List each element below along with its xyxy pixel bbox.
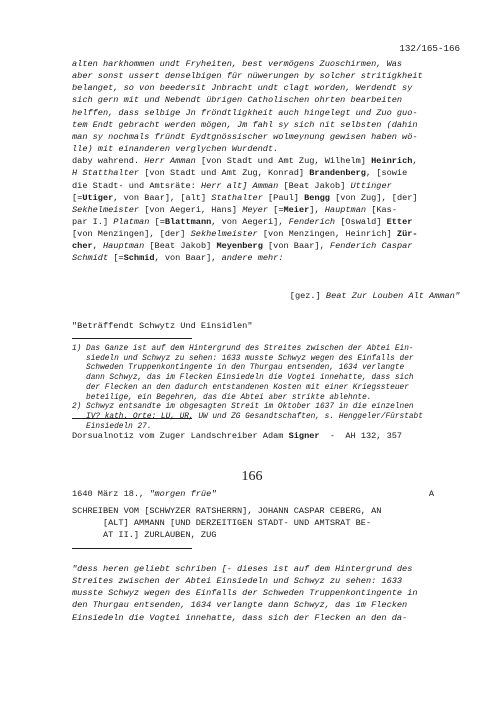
text-run: [Beat Jakob]: [283, 180, 351, 191]
page-number: 132/165-166: [399, 43, 460, 54]
text-line: [72, 59, 402, 70]
text-run: [=: [273, 204, 284, 215]
heading-line: AT II.] ZURLAUBEN, ZUG: [72, 530, 217, 541]
text-run: Heinrich: [371, 156, 413, 167]
text-run: Signer: [288, 431, 320, 441]
text-run: man sy nochmals fründt Eydtgnössischer wolmeynung gewisen haben wö-: [72, 131, 418, 142]
text-run: Streites zwischen der Abtei Einsiedeln und Schwyz zu sehen: 1633: [72, 576, 403, 587]
text-run: alten harkhommen undt Fryheiten, best vermögens Zuoschirmen, Was: [72, 59, 403, 69]
text-run: [von Menzingen, Heinrich]: [262, 229, 397, 240]
text-line: [72, 431, 402, 442]
text-run: [Oswald]: [340, 216, 387, 227]
text-run: Schmidt: [72, 253, 114, 264]
text-run: ,: [412, 156, 418, 167]
text-line: [72, 576, 402, 587]
text-run: Amman: [252, 180, 284, 191]
text-run: belanget, so von beedersit Jnbracht undt clagt worden, Werdendt sy: [72, 83, 413, 94]
text-line: [72, 564, 412, 575]
document-number: 166: [241, 469, 263, 484]
signature-text: [290, 291, 460, 302]
text-run: "dess heren geliebt schriben: [72, 564, 222, 574]
text-line: [72, 132, 418, 143]
text-run: Schmid: [123, 253, 155, 264]
text-line: [72, 156, 418, 167]
text-run: cher: [72, 241, 93, 252]
text-line: [72, 241, 412, 252]
footnote-line: dann Schwyz, das im Flecken Einsiedeln die Vogtei innehatte, dass sich: [72, 374, 414, 383]
text-line: [72, 181, 392, 192]
text-run: Sekhelmeister: [190, 229, 263, 240]
text-run: [von Stadt und Amt Zug, Konrad]: [144, 168, 310, 179]
text-run: Meyenberg: [216, 241, 263, 252]
text-run: den Thurgau entsenden, 1634 verlangte dann Schwyz, das im Flecken: [72, 600, 408, 611]
text-run: tem Endt gebracht werden mögen, Jm fahl sy sich nit selbsten (dahin: [72, 119, 418, 130]
text-run: Meyer: [242, 204, 274, 215]
text-run: H Statthalter: [72, 168, 145, 179]
text-line: [72, 95, 402, 106]
footnote-divider: [72, 338, 192, 339]
footnote-line: der Flecken an den dadurch entstandenen Kosten mit einer Kriegssteuer: [72, 383, 409, 392]
text-run: helffen, dass selbige Jn fröndtligkheit auch hingelegt und Zuo guo-: [72, 107, 418, 118]
text-run: lle) mit einanderen verglychen Wurdendt.: [72, 144, 279, 155]
text-line: [72, 108, 418, 119]
text-line: [72, 168, 407, 179]
footnote-line: 2) Schwyz entsandte im obgesagten Streit im Oktober 1637 in die einzelnen: [72, 403, 414, 412]
text-run: Herr Amman: [144, 156, 201, 167]
heading-divider: [72, 548, 192, 549]
text-run: [=: [113, 253, 124, 264]
text-line: [72, 83, 412, 94]
text-line: [72, 217, 412, 228]
text-run: [von Baar],: [262, 241, 330, 252]
text-line: [72, 613, 407, 624]
text-run: [gez.]: [289, 291, 326, 301]
text-run: Hauptman: [102, 241, 150, 252]
text-run: sich gern mit und Nebendt übrigen Catholischen ohrten bearbeiten: [72, 95, 403, 106]
text-run: Fenderich Caspar: [329, 241, 413, 252]
address-note: "Beträffendt Schwytz Und Einsidlen": [72, 321, 253, 331]
text-run: par I.]: [72, 216, 114, 227]
text-line: [72, 253, 283, 264]
text-line: [72, 120, 418, 131]
text-run: [von Zug], [der]: [329, 192, 418, 203]
text-run: [von Menzingen], [der]: [72, 229, 191, 240]
text-run: - AH 132, 357: [319, 431, 403, 441]
footnote-line: 1) Das Ganze ist auf dem Hintergrund des Streites zwischen der Abtei Ein-: [72, 345, 414, 353]
text-run: Meier: [283, 204, 310, 215]
footnote-line: beteilige, ein Begehren, das die Abtei aber strikte ablehnte.: [72, 393, 372, 402]
text-run: [Kas-: [371, 204, 397, 215]
text-run: [Paul]: [268, 192, 305, 203]
text-run: , von Baar],: [154, 253, 222, 264]
text-run: Utiger: [82, 192, 114, 203]
text-line: [72, 205, 397, 216]
text-run: [von Aegeri, Hans]: [144, 204, 243, 215]
text-run: daby wahrend.: [72, 156, 145, 167]
text-run: Hauptman: [324, 204, 372, 215]
text-run: [=: [154, 216, 165, 227]
text-run: Beat Zur Louben Alt Amman": [325, 291, 460, 301]
text-run: andere mehr:: [221, 253, 284, 264]
text-run: Zür-: [396, 229, 418, 240]
text-run: aber sonst ussert denselbigen für nüwerungen by solcher stritigkheit: [72, 71, 423, 82]
text-run: die Stadt- und Amtsräte:: [72, 180, 201, 191]
heading-line: [ALT] AMMANN [UND DERZEITIGEN STADT- UND AMTSRAT BE-: [72, 518, 372, 529]
text-run: [Beat Jakob]: [149, 241, 217, 252]
text-run: Bengg: [304, 192, 330, 203]
text-run: [=: [72, 192, 83, 203]
text-line: [72, 71, 423, 82]
text-line: [72, 229, 418, 240]
text-run: , von Aegeri],: [211, 216, 289, 227]
text-run: Sekhelmeister: [72, 204, 145, 215]
text-run: "morgen früe": [149, 489, 217, 499]
text-run: , von Baar], [alt]: [113, 192, 212, 203]
text-line: [72, 489, 216, 500]
footnote-line: siedeln und Schwyz zu sehen: 1633 musste Schwyz wegen des Einfalls der: [72, 354, 414, 363]
footnote-line: IV? kath. Orte: LU, UR, UW und ZG Gesandtschaften, s. Henggeler/Fürstabt: [72, 412, 423, 421]
text-run: Fenderich: [288, 216, 341, 227]
text-run: Brandenberg: [309, 168, 366, 179]
document-marker: A: [428, 489, 434, 499]
text-run: Dorsualnotiz vom Zuger Landschreiber Adam: [72, 431, 289, 441]
text-run: Stathalter: [211, 192, 269, 203]
text-run: Uttinger: [350, 180, 392, 191]
dorsal-divider: [72, 418, 192, 419]
text-run: 1640 März 18.,: [72, 489, 150, 499]
text-run: musste Schwyz wegen des Einfalls der Schweden Truppenkontingente in: [72, 588, 418, 599]
text-run: ,: [92, 241, 103, 252]
text-run: Blattmann: [164, 216, 212, 227]
text-run: [von Stadt und Amt Zug, Wilhelm]: [200, 156, 372, 167]
text-line: [72, 588, 418, 599]
text-run: Einsiedeln die Vogtei innehatte, dass sich der Flecken an den da-: [72, 612, 408, 623]
text-run: Platman: [113, 216, 155, 227]
footnote-line: Einsiedeln 27.: [72, 422, 152, 431]
heading-line: SCHREIBEN VOM [SCHWYZER RATSHERRN], JOHANN CASPAR CEBERG, AN: [72, 506, 382, 516]
text-run: , [sowie: [365, 168, 408, 179]
footnote-line: Schweden Truppenkontingente in den Thurgau entsenden, 1634 verlangte: [72, 364, 405, 373]
text-run: Herr alt]: [200, 180, 253, 191]
text-line: [72, 144, 278, 155]
text-run: ],: [309, 204, 325, 215]
text-line: [72, 193, 418, 204]
text-run: Etter: [386, 216, 413, 227]
text-line: [72, 600, 407, 611]
text-run: [- dieses ist auf dem Hintergrund des: [221, 564, 413, 574]
